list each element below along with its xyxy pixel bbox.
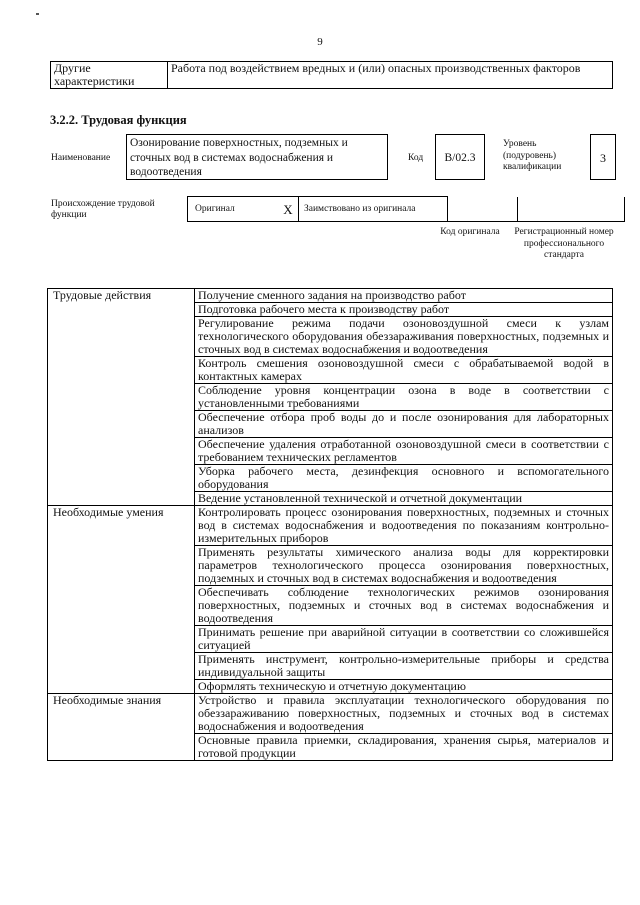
origin-code-cell [448,197,518,222]
function-content-body [48,289,613,761]
requirement-item: Обеспечивать соблюдение технологических режимов озонирования поверхностных, подземных и сточных вод в системах водоснабжения и водоотведения [195,586,613,626]
requirement-item: Уборка рабочего места, дезинфекция основного и вспомогательного оборудования [195,465,613,492]
category-required-knowledge: Необходимые знания [48,694,195,761]
requirement-item: Принимать решение при аварийной ситуации в соответствии со сложившейся ситуацией [195,626,613,653]
qualification-level-label: Уровень (подуровень) квалификации [503,139,562,172]
requirement-item: Основные правила приемки, складирования, хранения сырья, материалов и готовой продукции [195,734,613,761]
requirement-item: Оформлять техническую и отчетную документацию [195,680,613,694]
other-characteristics-label: Другие характеристики [51,62,168,89]
requirement-item: Соблюдение уровня концентрации озона в воде в соответствии с установленными требованиями [195,384,613,411]
requirement-item: Обеспечение удаления отработанной озоновоздушной смеси в соответствии с требованием технических регламентов [195,438,613,465]
function-code-label: Код [408,153,424,163]
table-row [48,506,613,546]
requirement-item: Регулирование режима подачи озоновоздушной смеси к узлам технологического оборудования обеззараживания поверхностных, подземных и сточных вод в системах водоснабжения и водоотведения [195,317,613,357]
origin-mark: X [278,197,299,222]
table-row [48,289,613,303]
origin-table [187,196,625,222]
function-name: Озонирование поверхностных, подземных и сточных вод в системах водоснабжения и водоотведения [126,134,388,180]
function-code: В/02.3 [435,134,485,180]
function-name-label: Наименование [51,153,111,163]
requirement-item: Получение сменного задания на производство работ [195,289,613,303]
table-row [188,197,625,222]
origin-original: Оригинал [188,197,279,222]
qualification-level: 3 [590,134,616,180]
original-code-caption: Код оригинала [440,227,500,237]
table-row [51,62,613,89]
reg-number-caption: Регистрационный номер профессионального стандарта [514,227,614,260]
category-labor-actions: Трудовые действия [48,289,195,506]
requirement-item: Ведение установленной технической и отчетной документации [195,492,613,506]
table-row [48,694,613,734]
origin-label: Происхождение трудовой функции [51,199,155,220]
requirement-item: Подготовка рабочего места к производству работ [195,303,613,317]
requirement-item: Применять инструмент, контрольно-измерительные приборы и средства индивидуальной защиты [195,653,613,680]
page-number: 9 [317,36,323,48]
origin-reg-cell [518,197,625,222]
requirement-item: Применять результаты химического анализа воды для корректировки параметров технологического процесса озонирования поверхностных, подземных и сточных вод в системах водоснабжения и водоотведения [195,546,613,586]
category-required-skills: Необходимые умения [48,506,195,694]
requirement-item: Обеспечение отбора проб воды до и после озонирования для лабораторных анализов [195,411,613,438]
section-title: 3.2.2. Трудовая функция [50,113,187,127]
function-content-table [47,288,613,761]
origin-borrowed: Заимствовано из оригинала [299,197,448,222]
other-characteristics-value: Работа под воздействием вредных и (или) опасных производственных факторов [168,62,613,89]
scan-speck [36,13,39,15]
requirement-item: Устройство и правила эксплуатации технологического оборудования по обеззараживанию поверхностных, подземных и сточных вод в системах водоснабжения и водоотведения [195,694,613,734]
other-characteristics-table [50,61,613,89]
requirement-item: Контроль смешения озоновоздушной смеси с обрабатываемой водой в контактных камерах [195,357,613,384]
requirement-item: Контролировать процесс озонирования поверхностных, подземных и сточных вод в системах водоснабжения и водоотведения по показаниям контрольно-измерительных приборов [195,506,613,546]
